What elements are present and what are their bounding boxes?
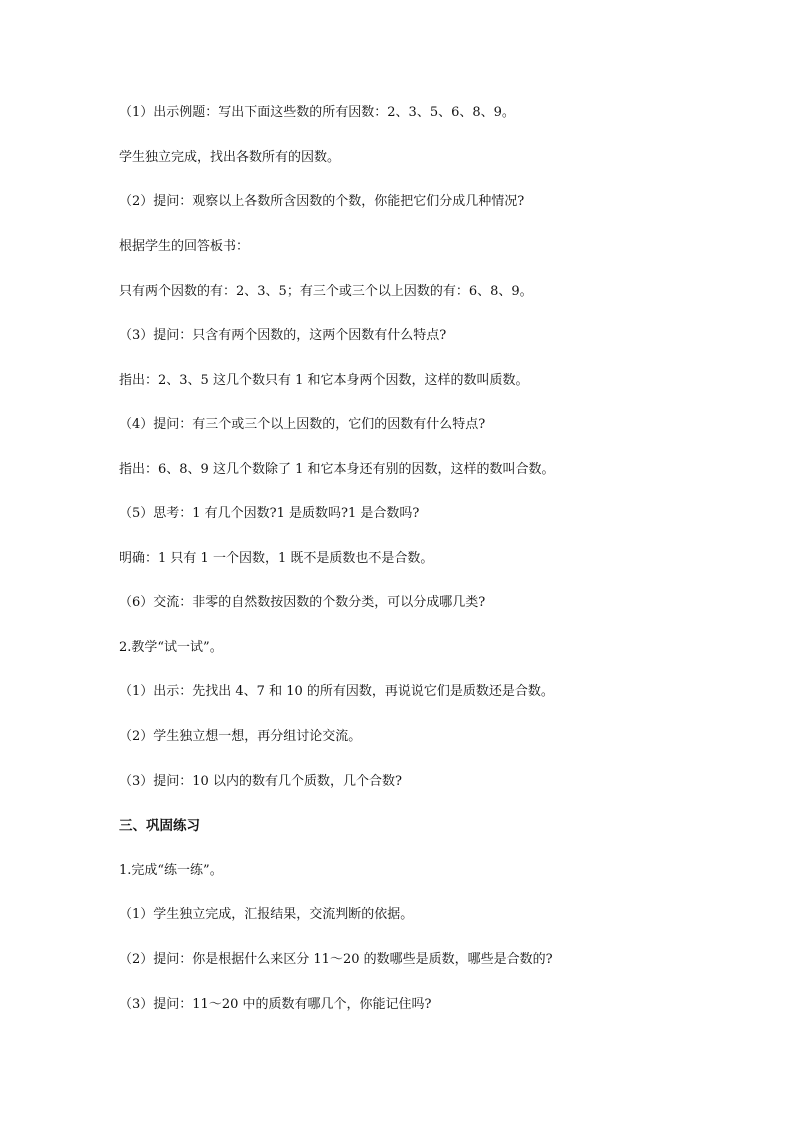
paragraph-question-three-factors: （4）提问：有三个或三个以上因数的，它们的因数有什么特点?: [119, 417, 486, 432]
paragraph-question-primes-11-20: （3）提问：11～20 中的质数有哪几个，你能记住吗?: [119, 997, 432, 1012]
paragraph-question-observe: （2）提问：观察以上各数所含因数的个数，你能把它们分成几种情况?: [119, 194, 525, 209]
paragraph-question-within-ten: （3）提问：10 以内的数有几个质数，几个合数?: [119, 774, 402, 789]
paragraph-prime-definition: 指出：2、3、5 这几个数只有 1 和它本身两个因数，这样的数叫质数。: [119, 373, 529, 388]
paragraph-two-factors-list: 只有两个因数的有：2、3、5；有三个或三个以上因数的有：6、8、9。: [119, 284, 533, 299]
section-heading-practice: 三、巩固练习: [119, 818, 200, 834]
paragraph-question-distinguish: （2）提问：你是根据什么来区分 11～20 的数哪些是质数，哪些是合数的?: [119, 952, 553, 967]
paragraph-question-two-factors: （3）提问：只含有两个因数的，这两个因数有什么特点?: [119, 328, 447, 343]
paragraph-think-about-one: （5）思考：1 有几个因数?1 是质数吗?1 是合数吗?: [119, 506, 420, 521]
paragraph-complete-practice: 1.完成“练一练”。: [119, 863, 223, 878]
paragraph-example-prompt: （1）出示例题：写出下面这些数的所有因数：2、3、5、6、8、9。: [119, 105, 515, 120]
paragraph-group-discussion: （2）学生独立想一想，再分组讨论交流。: [119, 729, 362, 744]
paragraph-exchange-classify: （6）交流：非零的自然数按因数的个数分类，可以分成哪几类?: [119, 595, 486, 610]
paragraph-teach-try: 2.教学“试一试”。: [119, 640, 223, 655]
paragraph-report-results: （1）学生独立完成，汇报结果，交流判断的依据。: [119, 907, 414, 922]
paragraph-one-clarification: 明确：1 只有 1 一个因数，1 既不是质数也不是合数。: [119, 551, 434, 566]
paragraph-composite-definition: 指出：6、8、9 这几个数除了 1 和它本身还有别的因数，这样的数叫合数。: [119, 462, 555, 477]
paragraph-show-find-factors: （1）出示：先找出 4、7 和 10 的所有因数，再说说它们是质数还是合数。: [119, 684, 554, 699]
paragraph-students-complete: 学生独立完成，找出各数所有的因数。: [119, 150, 341, 165]
paragraph-board-writing: 根据学生的回答板书：: [119, 239, 250, 254]
